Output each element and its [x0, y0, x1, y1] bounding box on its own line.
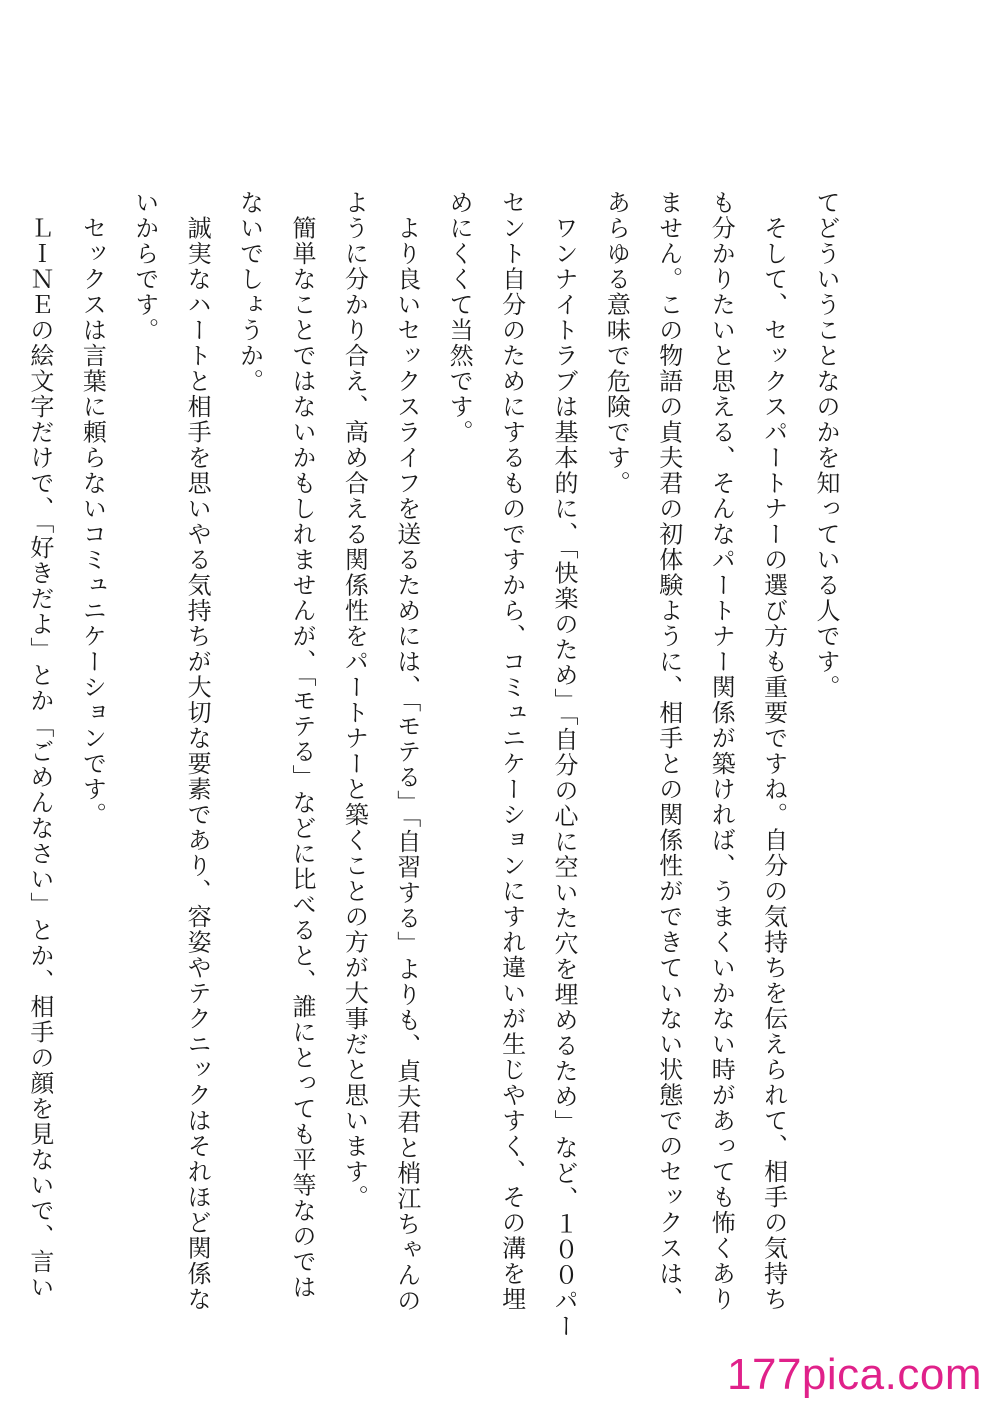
text-line: てどういうことなのかを知っている人です。 [812, 190, 840, 700]
text-line: ワンナイトラブは基本的に、「快楽のため」「自分の心に空いた穴を埋めるため」など、１００パー [549, 190, 578, 1339]
text-line: 誠実なハートと相手を思いやる気持ちが大切な要素であり、容姿やテクニックはそれほど関係な [183, 190, 212, 1312]
text-line: あらゆる意味で危険です。 [602, 190, 631, 496]
text-line: ＬＩＮＥの絵文字だけで、「好きだよ」とか「ごめんなさい」とか、相手の顔を見ないで、言い [25, 190, 54, 1300]
text-line: めにくくて当然です。 [445, 190, 474, 445]
text-line: ように分かり合え、高め合える関係性をパートナーと築くことの方が大事だと思います。 [340, 190, 369, 1210]
text-line: より良いセックスライフを送るためには、「モテる」「自習する」よりも、貞夫君と梢江ちゃんの [392, 190, 421, 1314]
vertical-text-body [14, 190, 853, 1339]
text-line: いからです。 [130, 190, 159, 343]
text-line: セックスは言葉に頼らないコミュニケーションです。 [78, 190, 107, 828]
text-line: セント自分のためにするものですから、コミュニケーションにすれ違いが生じやすく、その溝を埋 [497, 190, 526, 1312]
site-watermark: 177pica.com [727, 1350, 982, 1399]
text-line: そして、セックスパートナーの選び方も重要ですね。自分の気持ちを伝えられて、相手の気持ち [759, 190, 788, 1312]
text-line: も分かりたいと思える、そんなパートナー関係が築ければ、うまくいかない時があっても怖くあり [707, 190, 736, 1312]
text-line: ません。この物語の貞夫君の初体験ように、相手との関係性ができていない状態でのセックスは、 [654, 190, 683, 1312]
text-line: ないでしょうか。 [235, 190, 264, 394]
text-line: 簡単なことではないかもしれませんが、「モテる」などに比べると、誰にとっても平等なのでは [287, 190, 316, 1300]
